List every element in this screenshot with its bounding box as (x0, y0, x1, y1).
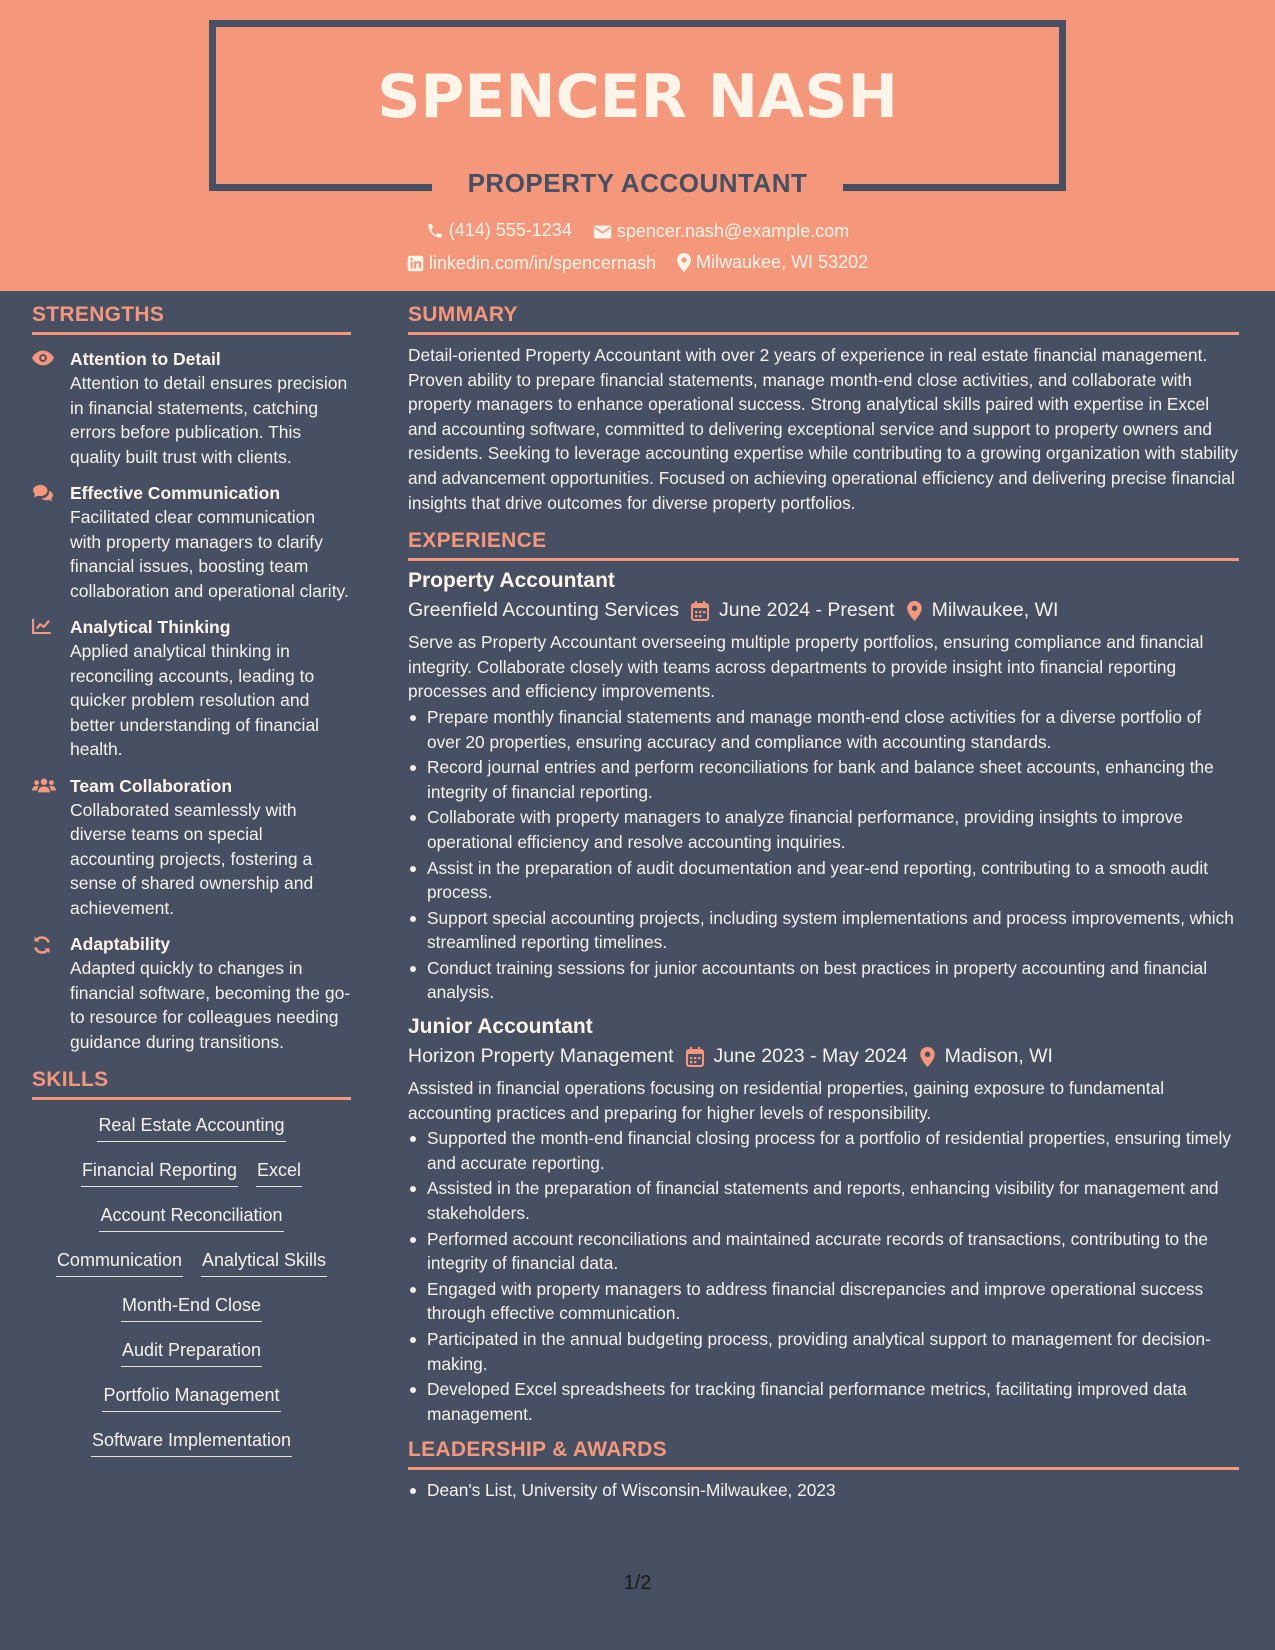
skill-tag: Month-End Close (121, 1292, 262, 1322)
summary-heading: SUMMARY (408, 303, 1239, 335)
strength-title: Attention to Detail (70, 349, 221, 369)
leadership-list (408, 1478, 1239, 1503)
right-column (408, 303, 1239, 1504)
strength-description: Collaborated seamlessly with diverse teams on special accounting projects, fostering a sense of shared ownership and achievement. (70, 799, 314, 918)
map-pin-icon (920, 1047, 935, 1067)
skill-tag: Real Estate Accounting (97, 1112, 285, 1142)
bullet-item: Performed account reconciliations and maintained accurate records of transactions, contributing to the integrity of financial data. (408, 1227, 1239, 1276)
skill-tag: Audit Preparation (121, 1337, 262, 1367)
skill-tag: Communication (56, 1247, 183, 1277)
job-dates: June 2023 - May 2024 (713, 1045, 908, 1068)
email-contact[interactable] (593, 221, 849, 242)
bullet-item: Engaged with property managers to address financial discrepancies and improve operational success through effective communication. (408, 1277, 1239, 1326)
eye-icon (32, 350, 54, 366)
skills-heading: SKILLS (32, 1068, 351, 1100)
experience-entry (408, 1015, 1239, 1426)
job-title-heading: PROPERTY ACCOUNTANT (467, 168, 808, 198)
linkedin-contact[interactable] (407, 253, 656, 274)
job-meta (408, 1045, 1239, 1068)
strength-title: Adaptability (70, 934, 171, 954)
envelope-icon (593, 224, 612, 240)
job-meta (408, 599, 1239, 622)
company-name: Greenfield Accounting Services (408, 599, 679, 622)
map-pin-icon (677, 253, 691, 272)
strength-title: Team Collaboration (70, 775, 233, 796)
strength-description: Facilitated clear communication with property managers to clarify financial issues, boosting team collaboration and operational clarity. (70, 507, 349, 601)
location-contact (677, 252, 868, 273)
strength-item (32, 481, 351, 603)
users-icon (32, 777, 56, 793)
location-text: Milwaukee, WI 53202 (696, 252, 869, 272)
bullet-item: Supported the month-end financial closing process for a portfolio of residential properties, ensuring timely and accurate reporting. (408, 1126, 1239, 1175)
left-column (32, 303, 351, 1472)
skill-tag: Portfolio Management (102, 1382, 280, 1412)
strength-item (32, 774, 351, 921)
strength-item (32, 932, 351, 1054)
bullet-item: Collaborate with property managers to analyze financial performance, providing insights to improve operational efficiency and resolve accounting inquiries. (408, 805, 1239, 854)
skill-tag: Financial Reporting (81, 1157, 238, 1187)
job-bullets (408, 1126, 1239, 1426)
job-position: Junior Accountant (408, 1015, 593, 1039)
strength-item (32, 615, 351, 762)
skill-tag: Excel (256, 1157, 302, 1187)
bullet-item: Prepare monthly financial statements and manage month-end close activities for a diverse portfolio of over 20 properties, ensuring accuracy and compliance with accounting standards. (408, 705, 1239, 754)
candidate-name: SPENCER NASH (377, 62, 898, 132)
strengths-heading: STRENGTHS (32, 303, 351, 335)
bullet-item: Assist in the preparation of audit documentation and year-end reporting, contributing to a smooth audit process. (408, 856, 1239, 905)
contact-row-1 (0, 220, 1275, 245)
strength-title: Effective Communication (70, 483, 281, 503)
sync-icon (32, 935, 52, 955)
bullet-item: Record journal entries and perform reconciliations for bank and balance sheet accounts, enhancing the integrity of financial reporting. (408, 755, 1239, 804)
job-dates: June 2024 - Present (718, 599, 895, 622)
phone-icon (426, 222, 444, 240)
leadership-heading: LEADERSHIP & AWARDS (408, 1438, 1239, 1470)
bullet-item: Assisted in the preparation of financial statements and reports, enhancing visibility for management and stakeholders. (408, 1176, 1239, 1225)
email-text: spencer.nash@example.com (616, 221, 850, 241)
strength-item (32, 347, 351, 469)
bullet-item: Developed Excel spreadsheets for tracking financial performance metrics, facilitating improved data management. (408, 1377, 1239, 1426)
strength-description: Adapted quickly to changes in financial software, becoming the go-to resource for colleagues needing guidance during transitions. (70, 958, 351, 1052)
comments-icon (32, 484, 54, 502)
skill-tag: Analytical Skills (201, 1247, 327, 1277)
page-number: 1/2 (623, 1572, 652, 1594)
linkedin-icon (407, 255, 424, 272)
calendar-icon (686, 1047, 704, 1067)
job-location: Milwaukee, WI (931, 599, 1059, 622)
job-position: Property Accountant (408, 569, 615, 593)
company-name: Horizon Property Management (408, 1045, 674, 1068)
calendar-icon (691, 601, 709, 621)
strength-description: Applied analytical thinking in reconciling accounts, leading to quicker problem resolution and better understanding of financial health. (70, 641, 320, 759)
strength-title: Analytical Thinking (70, 617, 231, 637)
chart-line-icon (32, 618, 52, 634)
award-item: Dean's List, University of Wisconsin-Milwaukee, 2023 (408, 1478, 1239, 1503)
skill-tag: Account Reconciliation (99, 1202, 283, 1232)
skill-tag: Software Implementation (91, 1427, 292, 1457)
map-pin-icon (907, 601, 922, 621)
resume-header (0, 0, 1275, 291)
phone-contact[interactable] (426, 220, 572, 241)
bullet-item: Conduct training sessions for junior accountants on best practices in property accounting and financial analysis. (408, 956, 1239, 1005)
contact-row-2 (0, 252, 1275, 277)
job-bullets (408, 705, 1239, 1005)
experience-entry (408, 569, 1239, 1005)
experience-heading: EXPERIENCE (408, 529, 1239, 561)
skills-list (32, 1112, 351, 1472)
summary-text: Detail-oriented Property Accountant with over 2 years of experience in real estate financial management. Proven ability to prepare financial statements, manage month-end close activities, and collaborate with property managers to enhance operational success. Strong analytical skills paired with expertise in Excel and accounting software, committed to delivering exceptional service and support to property owners and residents. Seeking to leverage accounting expertise while contributing to a growing organization with stability and advancement opportunities. Focused on achieving operational efficiency and delivering precise financial insights that drive outcomes for diverse property portfolios. (408, 345, 1238, 513)
bullet-item: Support special accounting projects, including system implementations and process improvements, which streamlined reporting timelines. (408, 906, 1239, 955)
bullet-item: Participated in the annual budgeting process, providing analytical support to management for decision-making. (408, 1327, 1239, 1376)
job-intro: Serve as Property Accountant overseeing multiple property portfolios, ensuring compliance and financial integrity. Collaborate closely with teams across departments to provide insight into financial reporting processes and efficiency improvements. (408, 632, 1204, 702)
job-location: Madison, WI (944, 1045, 1053, 1068)
linkedin-text: linkedin.com/in/spencernash (428, 253, 657, 273)
phone-text: (414) 555-1234 (448, 220, 572, 240)
job-intro: Assisted in financial operations focusing on residential properties, gaining exposure to fundamental accounting practices and preparing for higher levels of responsibility. (408, 1078, 1165, 1123)
strength-description: Attention to detail ensures precision in financial statements, catching errors before publication. This quality built trust with clients. (70, 373, 348, 467)
